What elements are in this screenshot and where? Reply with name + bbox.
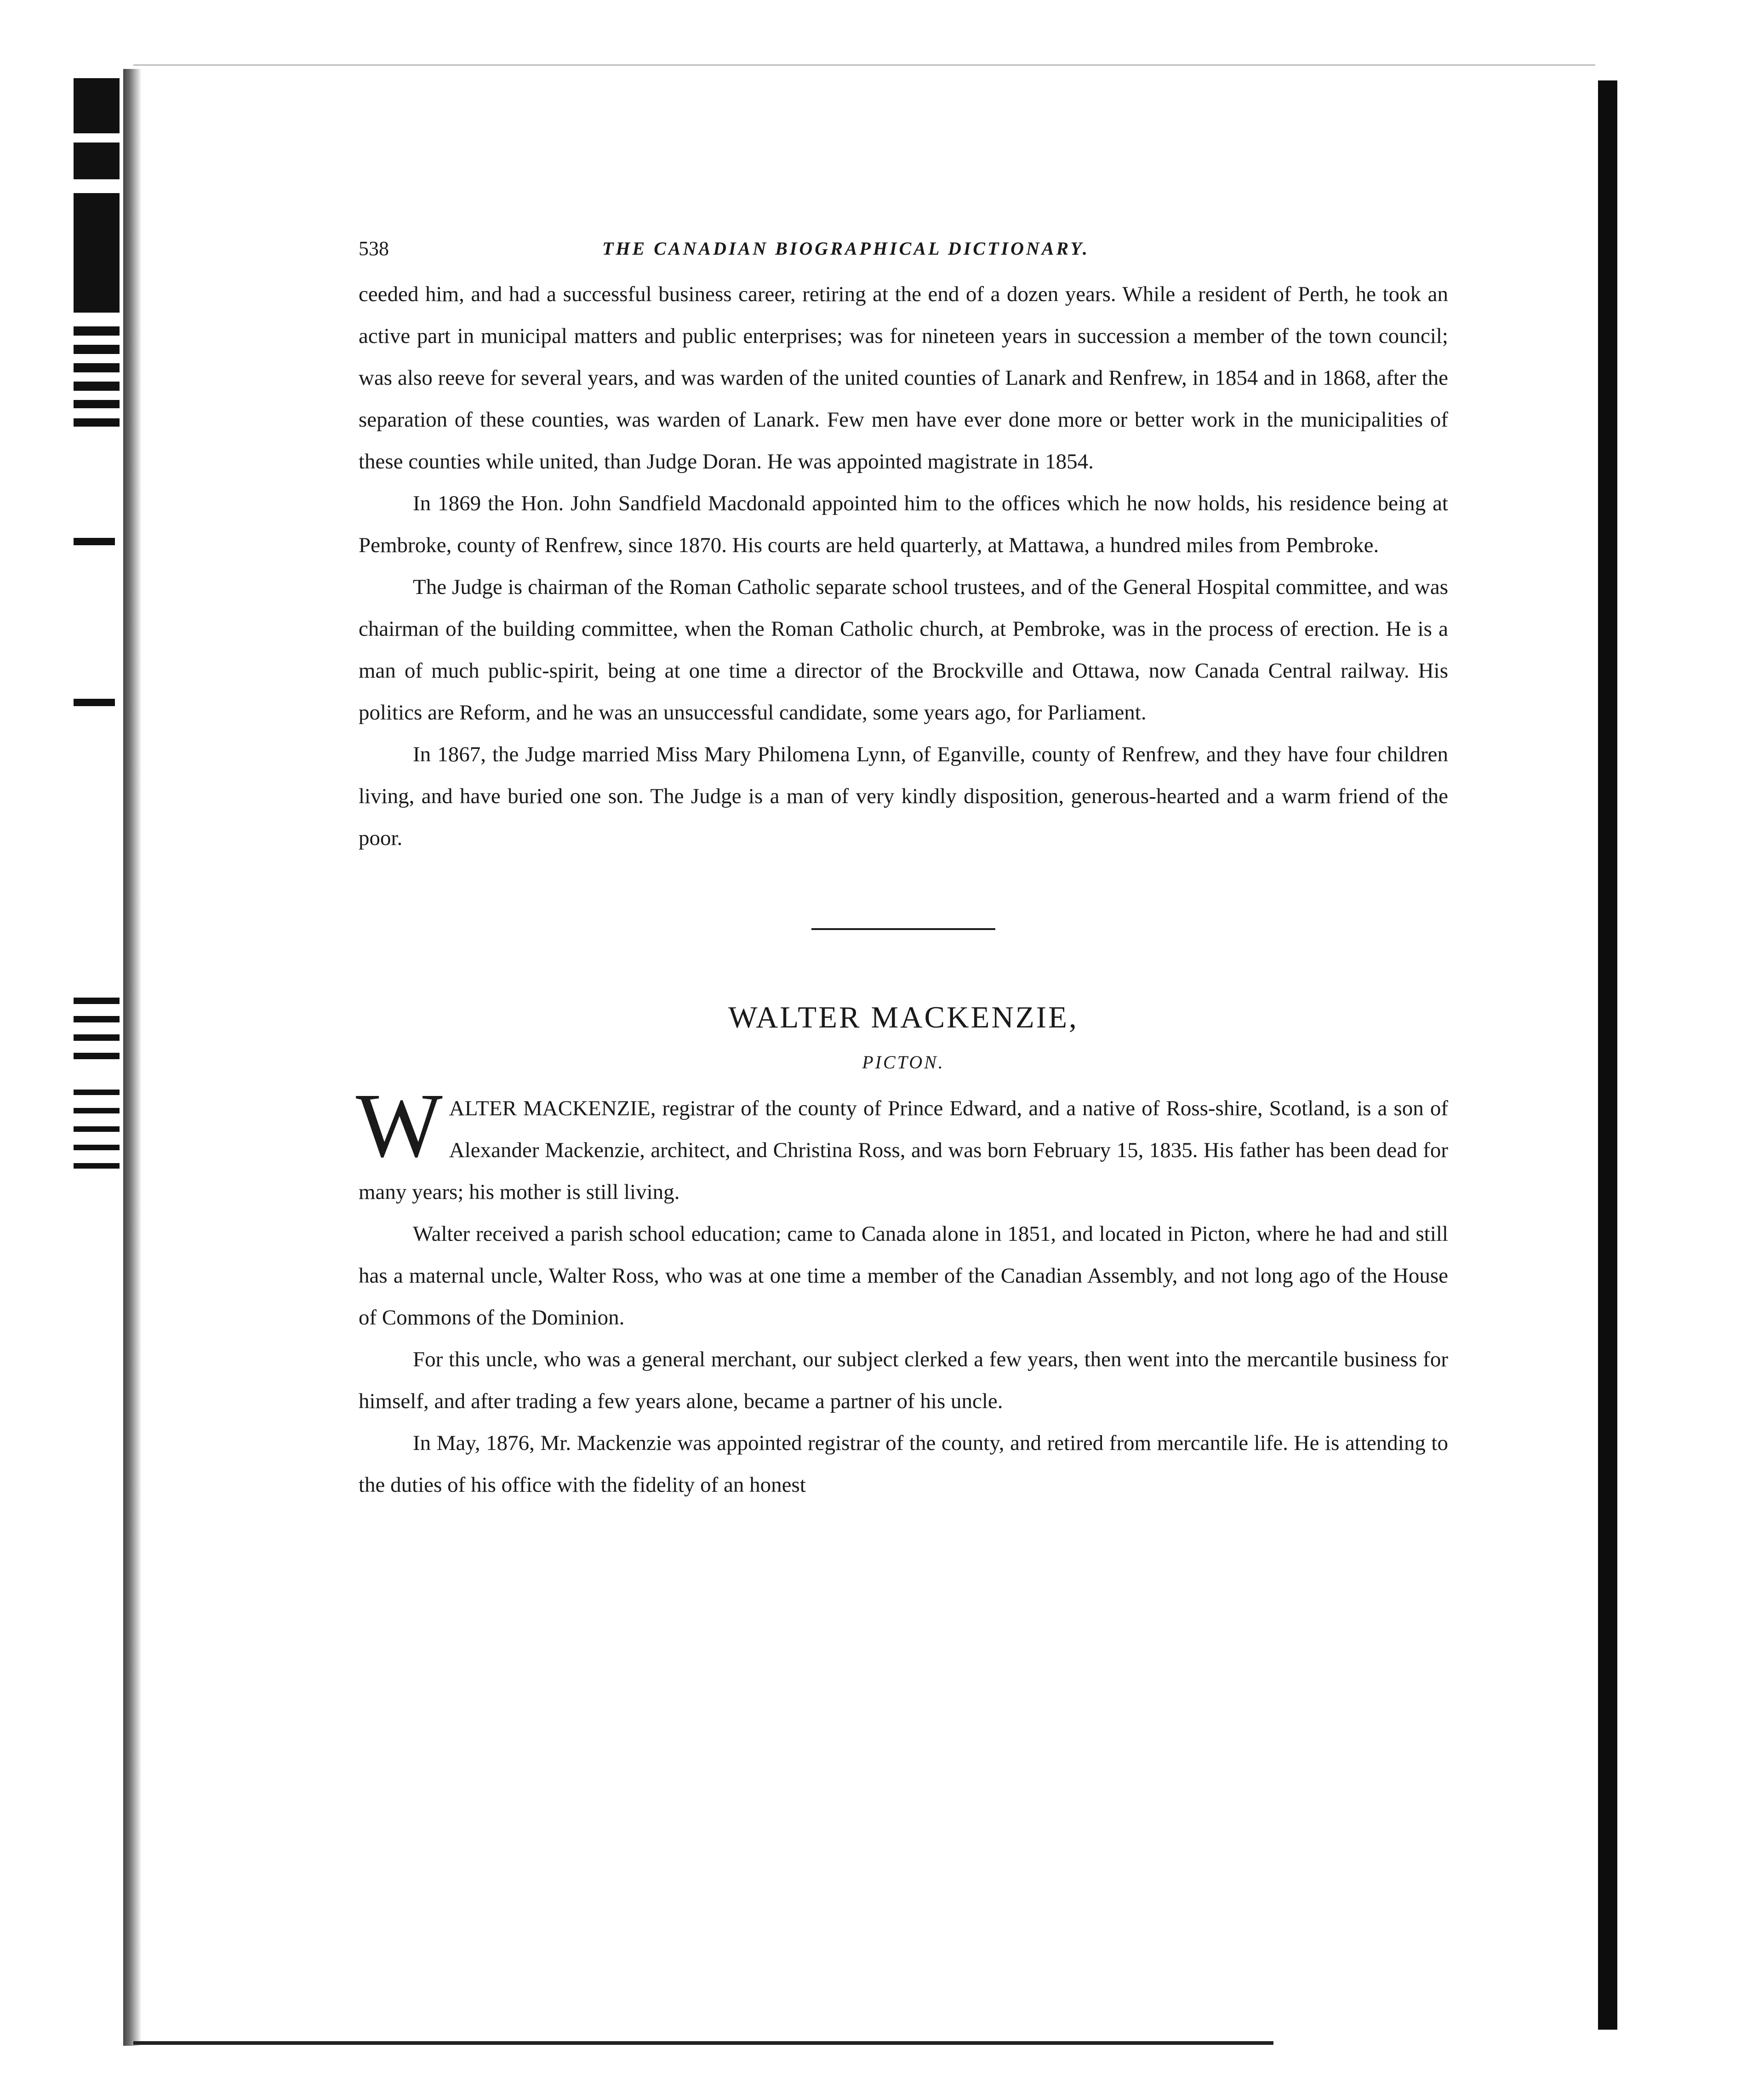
scan-top-edge	[133, 64, 1595, 66]
page-number: 538	[359, 237, 389, 260]
scan-bottom-edge	[133, 2041, 1273, 2045]
doran-paragraph-1: ceeded him, and had a successful business career, retiring at the end of a dozen years. While a resident of Perth, he took an active part in municipal matters and public enterprises; was for nineteen years in succession a member of the town council; was also reeve for several years, and was warden of the united counties of Lanark and Renfrew, in 1854 and in 1868, after the separation of these counties, was warden of Lanark. Few men have ever done more or better work in the municipalities of these counties while united, than Judge Doran. He was appointed magistrate in 1854.	[359, 282, 1448, 474]
doran-paragraph-2: In 1869 the Hon. John Sandfield Macdonald appointed him to the offices which he now holds, his residence being at Pembroke, county of Renfrew, since 1870. His courts are held quarterly, at Mattawa, a hundred miles from Pembroke.	[359, 491, 1448, 557]
article-place: PICTON.	[862, 1052, 945, 1073]
mackenzie-paragraph-3: For this uncle, who was a general merchant, our subject clerked a few years, then went into the mercantile business for himself, and after trading a few years alone, became a partner of his uncle.	[359, 1347, 1448, 1413]
section-divider	[811, 928, 995, 930]
mackenzie-paragraph-1	[356, 1075, 1448, 1213]
doran-paragraph-4: In 1867, the Judge married Miss Mary Philomena Lynn, of Eganville, county of Renfrew, and they have four children living, and have buried one son. The Judge is a man of very kindly disposition, generous-hearted and a warm friend of the poor.	[359, 742, 1448, 850]
article-title: WALTER MACKENZIE,	[728, 1000, 1079, 1034]
mackenzie-paragraph-4: In May, 1876, Mr. Mackenzie was appointed registrar of the county, and retired from mercantile life. He is attending to the duties of his office with the fidelity of an honest	[359, 1431, 1448, 1497]
drop-cap: W	[356, 1075, 443, 1176]
scan-spine-shadow	[123, 69, 141, 2046]
mackenzie-paragraph-1-text: ALTER MACKENZIE, registrar of the county of Prince Edward, and a native of Ross-shire, Scotland, is a son of Alexander Mackenzie, architect, and Christina Ross, and was born February 15, 1835. His father has been dead for many years; his mother is still living.	[359, 1096, 1448, 1204]
running-head	[359, 228, 1448, 274]
scan-right-edge-bar	[1598, 80, 1617, 2030]
scan-left-edge-marks	[74, 78, 129, 2046]
mackenzie-biography	[356, 997, 1448, 1506]
mackenzie-paragraph-2: Walter received a parish school education; came to Canada alone in 1851, and located in Picton, where he had and still has a maternal uncle, Walter Ross, who was at one time a member of the Canadian Assembly, and not long ago of the House of Commons of the Dominion.	[359, 1222, 1448, 1330]
doran-biography	[359, 274, 1448, 859]
running-head-title: THE CANADIAN BIOGRAPHICAL DICTIONARY.	[602, 238, 1090, 259]
page-body	[356, 228, 1448, 1506]
doran-paragraph-3: The Judge is chairman of the Roman Catholic separate school trustees, and of the General Hospital committee, and was chairman of the building committee, when the Roman Catholic church, at Pembroke, was in the process of erection. He is a man of much public-spirit, being at one time a director of the Brockville and Ottawa, now Canada Central railway. His politics are Reform, and he was an unsuccessful candidate, some years ago, for Parliament.	[359, 575, 1448, 725]
